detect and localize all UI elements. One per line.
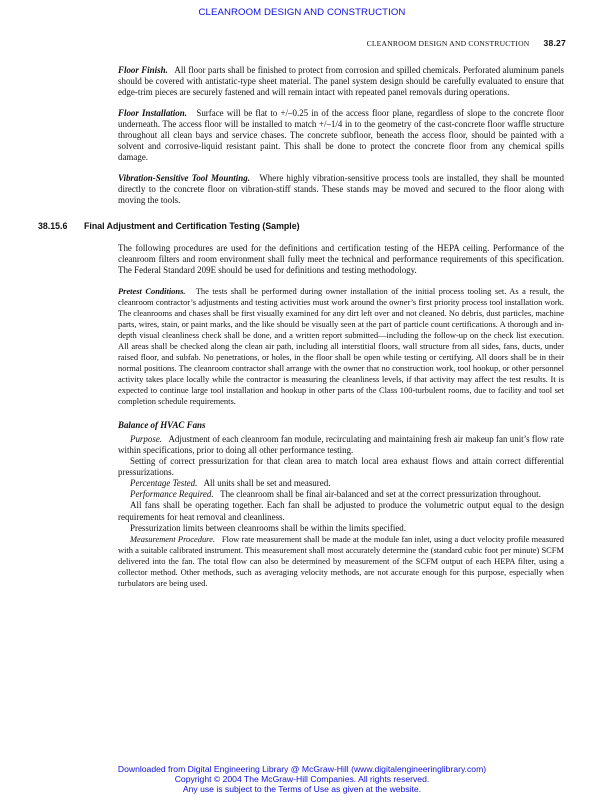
footer bbox=[0, 764, 604, 795]
paragraph-floor-finish bbox=[118, 65, 564, 98]
paragraph-performance-required bbox=[118, 489, 564, 500]
text-floor-installation: Surface will be flat to +/–0.25 in of the access floor plane, regardless of slope to the concrete floor underneath. The access floor will be installed to match +/–1/4 in to the geometry of the cast-concrete floor waffle structure throughout all clean bays and service chases. The concrete subfloor, beneath the access floor, should be painted with a solvent and corrosive-liquid resistant paint. This shall be done to protect the concrete floor from any chemical spills damage. bbox=[118, 108, 565, 163]
paragraph-floor-installation bbox=[118, 108, 564, 163]
text-percentage-tested: All units shall be set and measured. bbox=[203, 478, 331, 489]
heading-pretest: Pretest Conditions. bbox=[118, 285, 186, 296]
footer-download-link[interactable]: Downloaded from Digital Engineering Library @ McGraw-Hill (www.digitalengineeringlibrary.com) bbox=[117, 764, 487, 774]
label-percentage-tested: Percentage Tested. bbox=[130, 478, 198, 489]
label-measurement: Measurement Procedure. bbox=[130, 533, 216, 544]
running-header bbox=[367, 38, 566, 48]
footer-terms-link[interactable]: Any use is subject to the Terms of Use as given at the website. bbox=[182, 784, 422, 795]
paragraph-fans: All fans shall be operating together. Each fan shall be adjusted to produce the volumetric output equal to the design requirements for heat removal and cleanliness. bbox=[118, 500, 564, 522]
subheading-balance-hvac: Balance of HVAC Fans bbox=[118, 420, 206, 431]
paragraph-limits: Pressurization limits between cleanrooms shall be within the limits specified. bbox=[130, 522, 407, 533]
text-measurement: Flow rate measurement shall be made at the module fan inlet, using a duct velocity profile measured with a suitable calibrated instrument. This measurement shall most accurately determine the (standard cubic foot per minute) SCFM delivered into the fan. The total flow can also be determined by measurement of the SCFM output of each HEPA filter, using a collector method. Other methods, such as averaging velocity methods, are not accurate enough for this purpose, especially when turbulators are being used. bbox=[118, 533, 564, 588]
section-number: 38.15.6 bbox=[38, 220, 68, 231]
page-number: 38.27 bbox=[543, 38, 566, 48]
section-heading bbox=[38, 221, 564, 231]
running-header-title: CLEANROOM DESIGN AND CONSTRUCTION bbox=[366, 39, 530, 48]
top-banner: CLEANROOM DESIGN AND CONSTRUCTION bbox=[198, 7, 406, 18]
paragraph-section-intro: The following procedures are used for the definitions and certification testing of the HEPA ceiling. Performance of the cleanroom filters and room environment shall fully meet the technical and performance requirements of this specification. The Federal Standard 209E should be used for definitions and testing methodology. bbox=[118, 242, 564, 275]
text-vibration: Where highly vibration-sensitive process tools are installed, they shall be mounted directly to the concrete floor on vibration-stiff stands. These stands may be moved and secured to the floor along with moving the tools. bbox=[118, 173, 564, 206]
label-performance-required: Performance Required. bbox=[130, 489, 214, 500]
text-pretest: The tests shall be performed during owner installation of the initial process tooling set. As a result, the cleanroom contractor’s adjustments and testing activities must work around the owner’s first priority process tool installation work. The cleanrooms and chases shall be first visually examined for any dirt left over and not cleaned. No debris, dust particles, machine parts, wires, stain, or paint marks, and the like should be visually seen at the part of particle count certifications. A thorough and in-depth visual cleanliness check shall be done, and a written report submitted—including the follow-up on the check list execution. All areas shall be checked along the clean air path, including all interstitial floors, wall structure from all sides, fans, ducts, under raised floor, and subfab. No penetrations, or holes, in the floor shall be open while testing or certifying. All doors shall be in their normal positions. The cleanroom contractor shall arrange with the owner that no construction work, tool hookup, or other personnel activity takes place locally while the contractor is measuring the cleanliness levels, if that activity may affect the test results. It is expected to continue large tool installation and hookup in other parts of the Class 100-turbulent rooms, due to facility and tool set completion schedule requirements. bbox=[118, 285, 564, 407]
paragraph-purpose bbox=[118, 434, 564, 456]
heading-vibration: Vibration-Sensitive Tool Mounting. bbox=[118, 173, 250, 184]
paragraph-percentage-tested bbox=[118, 478, 564, 489]
heading-floor-finish: Floor Finish. bbox=[118, 65, 168, 75]
footer-copyright: Copyright © 2004 The McGraw-Hill Companies. All rights reserved. bbox=[174, 774, 430, 785]
text-purpose: Adjustment of each cleanroom fan module, recirculating and maintaining fresh air makeup fan unit’s flow rate within specifications, prior to doing all other performance testing. bbox=[118, 434, 564, 456]
page-body bbox=[38, 65, 565, 589]
section-title: Final Adjustment and Certification Testing (Sample) bbox=[84, 220, 300, 231]
heading-floor-installation: Floor Installation. bbox=[118, 108, 187, 119]
text-floor-finish: All floor parts shall be finished to protect from corrosion and spilled chemicals. Perforated aluminum panels should be covered with antistatic-type sheet material. The panel system design should be carefully evaluated to ensure that edge-trim pieces are securely fastened and will remain intact with repeated panel removals during operations. bbox=[118, 65, 564, 98]
paragraph-vibration bbox=[118, 173, 564, 206]
text-performance-required: The cleanroom shall be final air-balanced and set at the correct pressurization throughout. bbox=[220, 489, 541, 500]
paragraph-pressurization: Setting of correct pressurization for that clean area to match local area exhaust flows and attain correct differential pressurizations. bbox=[118, 456, 564, 478]
label-purpose: Purpose. bbox=[130, 434, 163, 445]
paragraph-measurement bbox=[118, 534, 564, 589]
paragraph-pretest bbox=[118, 286, 564, 408]
